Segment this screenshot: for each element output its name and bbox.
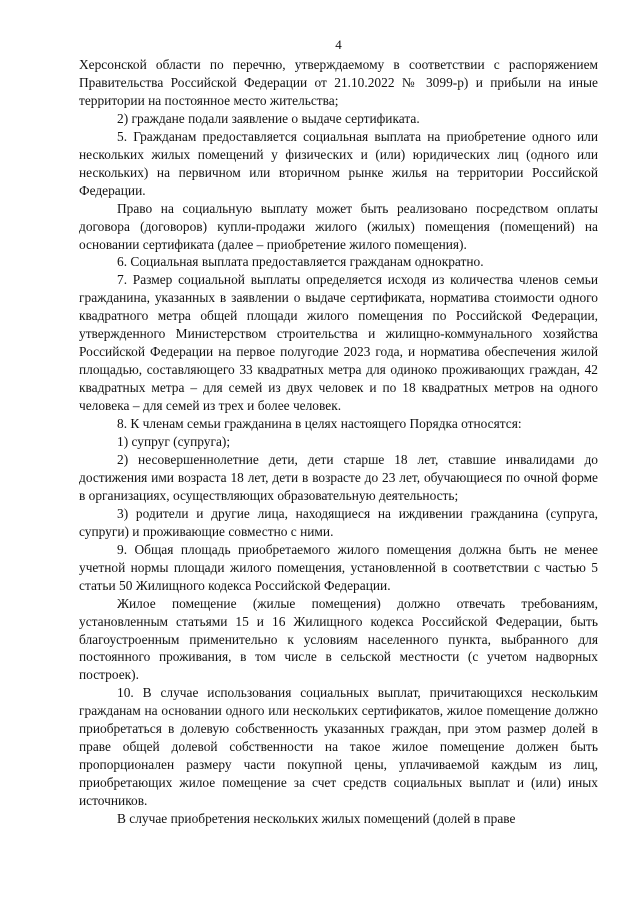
paragraph: 8. К членам семьи гражданина в целях настоящего Порядка относятся: [117,416,522,432]
paragraph: Жилое помещение (жилые помещения) должно отвечать требованиям, установленным статьями 15 и 16 Жилищного кодекса Российской Федерации, быть благоустроенным применительно к условиям населенного пункта, выбранного для постоянного проживания, в том числе в сельской местности (с учетом надворных построек). [79,595,598,683]
paragraph: 2) граждане подали заявление о выдаче сертификата. [117,110,420,126]
page-number: 4 [335,37,342,52]
paragraph: 7. Размер социальной выплаты определяется исходя из количества членов семьи гражданина, указанных в заявлении о выдаче сертификата, норматива стоимости одного квадратного метра общей площади жилого помещения по Российской Федерации, утвержденного Министерством строительства и жилищно-коммунального хозяйства Российской Федерации на первое полугодие 2023 года, и норматива обеспечения жилой площадью, составляющего 33 квадратных метра для одиноко проживающих граждан, 42 квадратных метра – для семей из двух человек и по 18 квадратных метров на одного человека – для семей из трех и более человек. [79,272,598,414]
paragraph: 6. Социальная выплата предоставляется гражданам однократно. [117,254,484,270]
paragraph: 3) родители и другие лица, находящиеся на иждивении гражданина (супруга, супруги) и проживающие совместно с ними. [79,505,598,539]
paragraph: 2) несовершеннолетние дети, дети старше 18 лет, ставшие инвалидами до достижения ими возраста 18 лет, дети в возрасте до 23 лет, обучающиеся по очной форме в организациях, осуществляющих образовательную деятельность; [79,451,598,503]
paragraph: 9. Общая площадь приобретаемого жилого помещения должна быть не менее учетной нормы площади жилого помещения, установленной в соответствии с частью 5 статьи 50 Жилищного кодекса Российской Федерации. [79,541,598,593]
paragraph: Право на социальную выплату может быть реализовано посредством оплаты договора (договоров) купли-продажи жилого (жилых) помещения (помещений) на основании сертификата (далее – приобретение жилого помещения). [79,200,598,252]
paragraph: 10. В случае использования социальных выплат, причитающихся нескольким гражданам на основании одного или нескольких сертификатов, жилое помещение должно приобретаться в долевую собственность указанных граждан, при этом размер долей в праве общей долевой собственности на такое жилое помещение должен быть пропорционален размеру части покупной цены, уплачиваемой каждым из лиц, приобретающих жилое помещение за счет средств социальных выплат и (или) иных источников. [79,685,598,809]
paragraph: Херсонской области по перечню, утверждаемому в соответствии с распоряжением Правительства Российской Федерации от 21.10.2022 № 3099-р) и прибыли на иные территории на постоянное место жительства; [79,57,598,108]
paragraph: 1) супруг (супруга); [117,434,231,450]
paragraph: 5. Гражданам предоставляется социальная выплата на приобретение одного или нескольких жилых помещений у физических и (или) юридических лиц (одного или нескольких) на первичном или вторичном рынке жилья на территории Российской Федерации. [79,128,598,198]
paragraph: В случае приобретения нескольких жилых помещений (долей в праве [117,811,516,827]
